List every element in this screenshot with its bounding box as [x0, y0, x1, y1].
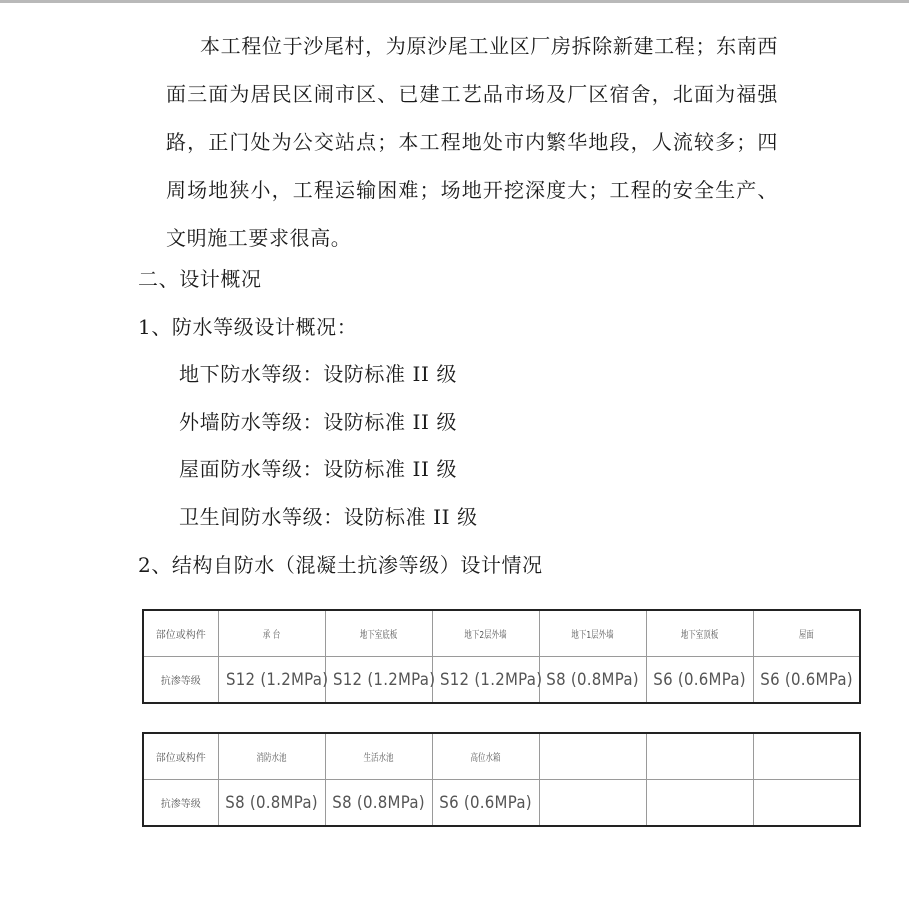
table-header-cell	[766, 733, 846, 780]
impermeability-table-1	[142, 609, 861, 704]
table-value-cell	[539, 780, 646, 827]
table-row	[143, 657, 860, 704]
table-value-cell	[218, 780, 325, 827]
grade-value: S8 (0.8MPa)	[225, 792, 318, 813]
table-header-cell: 消防水池	[231, 733, 311, 780]
table-value-cell	[646, 780, 753, 827]
table-value-cell	[753, 657, 860, 704]
table-value-cell	[218, 657, 328, 704]
table-value-cell	[432, 780, 539, 827]
table-header-cell: 地下2层外墙	[445, 610, 525, 657]
row-label-part: 部位或构件	[143, 610, 218, 657]
row-label-grade: 抗渗等级	[143, 780, 218, 827]
table-header-cell	[659, 733, 739, 780]
row-label-part: 部位或构件	[143, 733, 218, 780]
table-value-cell	[539, 657, 646, 704]
table-header-cell: 地下1层外墙	[552, 610, 632, 657]
grade-roof: 屋面防水等级：设防标准 II 级	[179, 457, 458, 481]
table-row	[143, 733, 860, 780]
top-border-line	[0, 0, 909, 3]
grade-value: S12 (1.2MPa)	[332, 669, 435, 690]
grade-underground: 地下防水等级：设防标准 II 级	[179, 362, 458, 386]
grade-value: S8 (0.8MPa)	[332, 792, 425, 813]
row-label-grade: 抗渗等级	[143, 657, 218, 704]
grade-value: S12 (1.2MPa)	[439, 669, 542, 690]
grade-exterior-wall: 外墙防水等级：设防标准 II 级	[179, 410, 458, 434]
table-header-cell: 地下室顶板	[659, 610, 739, 657]
table-header-cell: 地下室底板	[338, 610, 418, 657]
section-title-design-overview: 二、设计概况	[138, 267, 262, 291]
grade-value: S6 (0.6MPa)	[653, 669, 746, 690]
grade-value: S12 (1.2MPa)	[225, 669, 328, 690]
intro-paragraph: 本工程位于沙尾村，为原沙尾工业区厂房拆除新建工程；东南西面三面为居民区闹市区、已建工艺品市场及厂区宿舍，北面为福强路，正门处为公交站点；本工程地处市内繁华地段，人流较多；四周场地狭小，工程运输困难；场地开挖深度大；工程的安全生产、文明施工要求很高。	[166, 34, 778, 250]
subsection-title-structural-waterproof: 2、结构自防水（混凝土抗渗等级）设计情况	[138, 553, 543, 577]
table-value-cell	[325, 780, 432, 827]
table-header-cell	[552, 733, 632, 780]
grade-value: S8 (0.8MPa)	[546, 669, 639, 690]
impermeability-table-2	[142, 732, 861, 827]
grade-value: S6 (0.6MPa)	[759, 669, 853, 690]
table-row	[143, 610, 860, 657]
table-value-cell	[432, 657, 542, 704]
table-row	[143, 780, 860, 827]
grade-value: S6 (0.6MPa)	[439, 792, 532, 813]
table-header-cell: 承 台	[231, 610, 311, 657]
table-value-cell	[753, 780, 860, 827]
table-value-cell	[325, 657, 435, 704]
grade-restroom: 卫生间防水等级：设防标准 II 级	[179, 505, 478, 529]
table-header-cell: 生活水池	[338, 733, 418, 780]
table-value-cell	[646, 657, 753, 704]
table-header-cell: 高位水箱	[445, 733, 525, 780]
subsection-title-waterproof-grade: 1、防水等级设计概况：	[138, 315, 358, 339]
table-header-cell: 屋面	[766, 610, 846, 657]
